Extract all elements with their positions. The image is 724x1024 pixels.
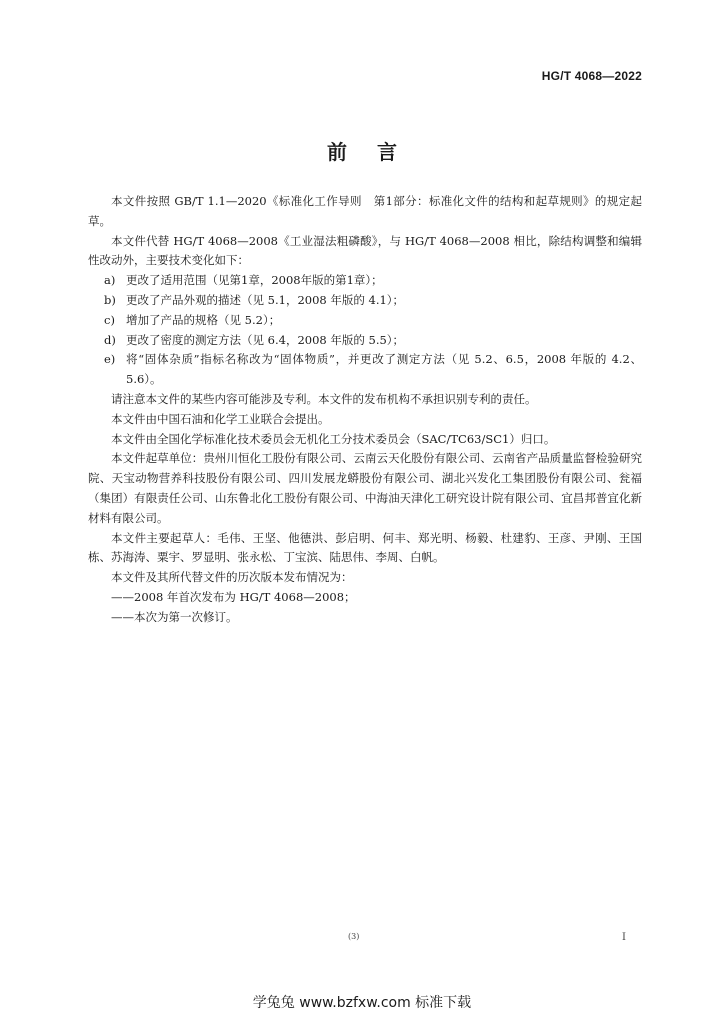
list-marker: d) — [104, 332, 116, 347]
page-title: 前言 — [327, 140, 427, 164]
list-item — [88, 311, 642, 331]
list-item — [88, 350, 642, 390]
history-item: ——本次为第一次修订。 — [111, 609, 238, 624]
paragraph-drafting-units: 本文件起草单位：贵州川恒化工股份有限公司、云南云天化股份有限公司、云南省产品质量监督检验研究院、天宝动物营养科技股份有限公司、四川发展龙蟒股份有限公司、湖北兴发化工集团股份有限公司、瓮福（集团）有限责任公司、山东鲁北化工股份有限公司、中海油天津化工研究设计院有限公司、宜昌邦普宜化新材料有限公司。 — [88, 451, 642, 525]
paragraph-drafting-basis: 本文件按照 GB/T 1.1—2020《标准化工作导则 第1部分：标准化文件的结构和起草规则》的规定起草。 — [88, 194, 642, 228]
list-text: 增加了产品的规格（见 5.2）； — [126, 312, 281, 327]
list-marker: b) — [104, 292, 116, 307]
paragraph-history-intro: 本文件及其所代替文件的历次版本发布情况为： — [111, 570, 353, 585]
list-item — [88, 331, 642, 351]
list-text: 更改了产品外观的描述（见 5.1，2008 年版的 4.1）； — [126, 292, 405, 307]
list-marker: c) — [104, 312, 115, 327]
roman-page-number: I — [622, 932, 626, 943]
paragraph-committee: 本文件由全国化学标准化技术委员会无机化工分技术委员会（SAC/TC63/SC1）归口。 — [111, 431, 556, 446]
document-id: HG/T 4068—2022 — [541, 69, 642, 83]
list-text: 更改了适用范围（见第1章，2008年版的第1章）； — [126, 273, 383, 288]
paragraph-replacement: 本文件代替 HG/T 4068—2008《工业湿法粗磷酸》，与 HG/T 4068—2008 相比，除结构调整和编辑性改动外，主要技术变化如下： — [88, 233, 642, 268]
paragraph-patent-notice: 请注意本文件的某些内容可能涉及专利。本文件的发布机构不承担识别专利的责任。 — [111, 391, 537, 406]
list-item — [88, 271, 642, 291]
list-text: 将“固体杂质”指标名称改为“固体物质”，并更改了测定方法（见 5.2、6.5，2008 年版的 4.2、5.6）。 — [126, 352, 642, 387]
paragraph-proposer: 本文件由中国石油和化学工业联合会提出。 — [111, 411, 330, 426]
list-marker: e) — [104, 352, 116, 367]
history-item: ——2008 年首次发布为 HG/T 4068—2008； — [111, 589, 356, 604]
foreword-body — [88, 192, 642, 628]
list-item — [88, 291, 642, 311]
footer-watermark: 学兔兔 www.bzfxw.com 标准下载 — [252, 995, 472, 1011]
list-marker: a) — [104, 273, 116, 288]
paragraph-drafters: 本文件主要起草人：毛伟、王坚、他德洪、彭启明、何丰、郑光明、杨毅、杜建豹、王彦、尹刚、王国栋、苏海涛、粟宇、罗显明、张永松、丁宝滨、陆思伟、李周、白帆。 — [88, 530, 642, 565]
list-text: 更改了密度的测定方法（见 6.4，2008 年版的 5.5）； — [126, 332, 405, 347]
page-number: (3) — [348, 932, 360, 941]
